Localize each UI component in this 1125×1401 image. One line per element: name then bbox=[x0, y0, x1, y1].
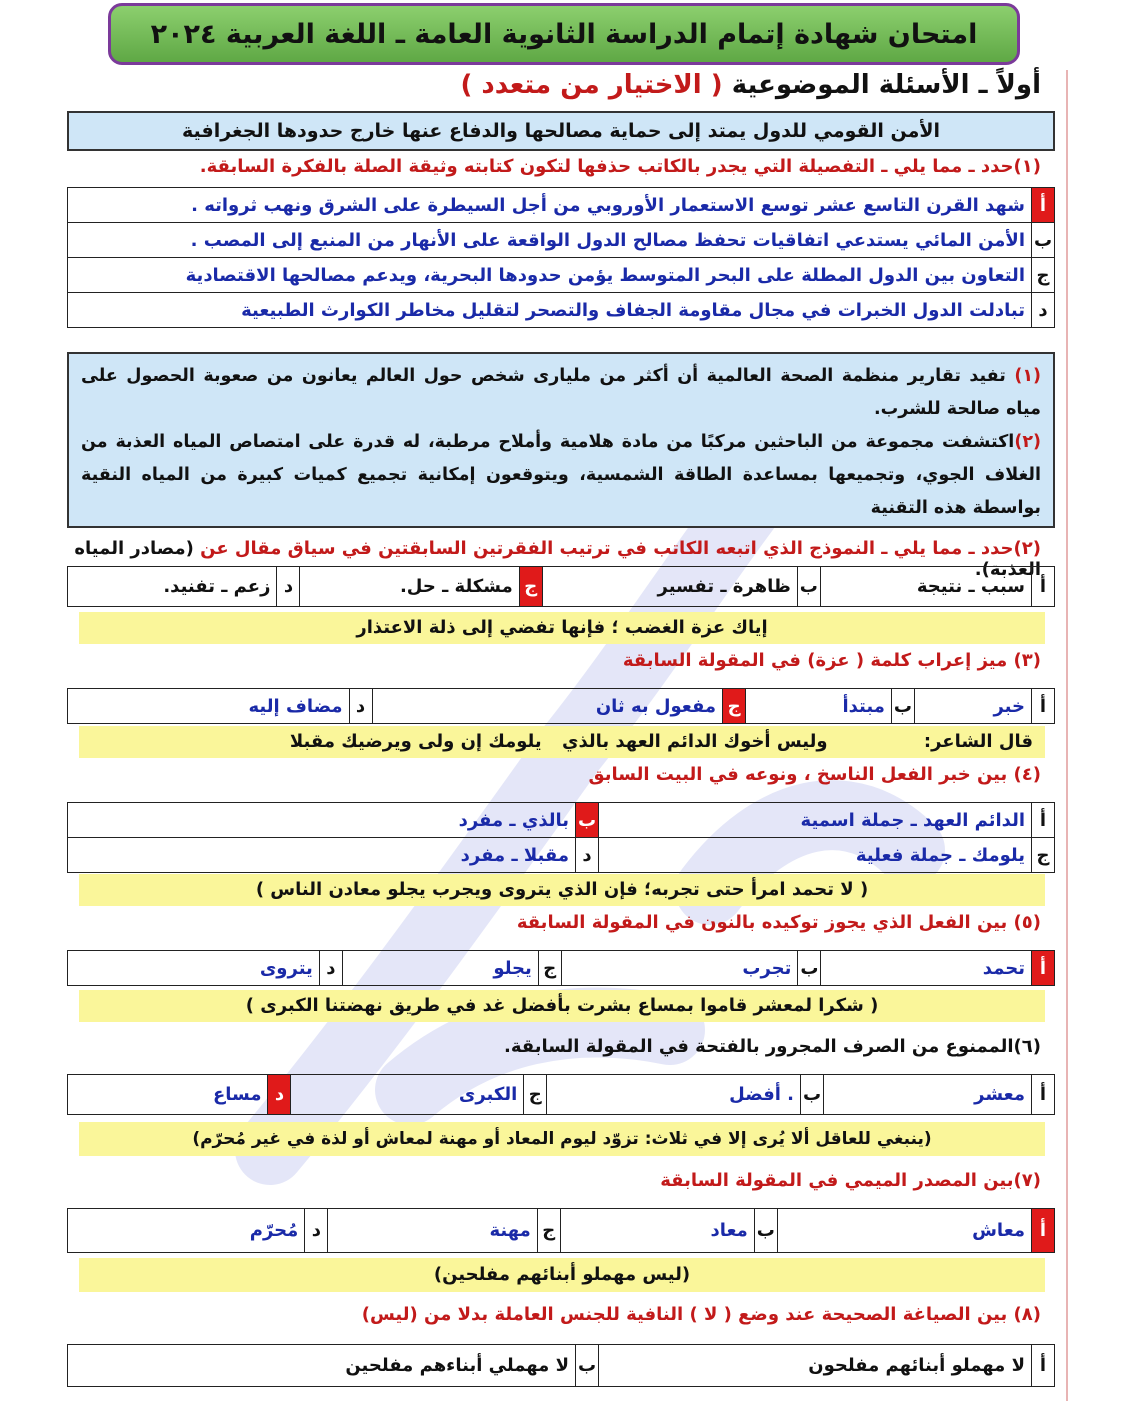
option-text[interactable]: بالذي ـ مفرد bbox=[68, 803, 576, 838]
question-5 bbox=[81, 912, 1041, 933]
option-text[interactable]: تحمد bbox=[821, 951, 1032, 986]
para-2-number: (٢) bbox=[1014, 432, 1041, 452]
para-1-number: (١) bbox=[1014, 366, 1042, 386]
option-letter[interactable]: ج bbox=[524, 1075, 547, 1115]
exam-title: امتحان شهادة إتمام الدراسة الثانوية العامة ـ اللغة العربية ٢٠٢٤ bbox=[150, 18, 978, 50]
section-sub: ( الاختيار من متعدد ) bbox=[460, 70, 723, 100]
option-letter: أ bbox=[1032, 188, 1055, 223]
question-4-text: (٤) بين خبر الفعل الناسخ ، ونوعه في البيت السابق bbox=[588, 764, 1041, 785]
option-text[interactable]: الكبرى bbox=[291, 1075, 524, 1115]
question-3-text: (٣) ميز إعراب كلمة ( عزة) في المقولة السابقة bbox=[622, 650, 1041, 671]
question-3 bbox=[81, 650, 1041, 671]
question-8-text: (٨) بين الصياغة الصحيحة عند وضع ( لا ) النافية للجنس العاملة بدلا من (ليس) bbox=[361, 1304, 1041, 1325]
quote-6 bbox=[79, 990, 1045, 1022]
option-row[interactable] bbox=[68, 223, 1055, 258]
option-text[interactable]: ظاهرة ـ تفسير bbox=[542, 567, 797, 607]
quote-5 bbox=[79, 874, 1045, 906]
option-letter[interactable]: د bbox=[349, 689, 372, 724]
option-letter[interactable]: أ bbox=[1032, 1075, 1055, 1115]
margin-line bbox=[1066, 70, 1068, 1401]
option-text[interactable]: مساع bbox=[68, 1075, 268, 1115]
option-letter: ج bbox=[1032, 258, 1055, 293]
option-text[interactable]: معشر bbox=[824, 1075, 1032, 1115]
option-letter[interactable]: ج bbox=[519, 567, 542, 607]
q3-options bbox=[67, 688, 1055, 724]
option-letter[interactable]: د bbox=[277, 567, 300, 607]
q4-options bbox=[67, 802, 1055, 873]
verse-second-hemistich: يلومك إن ولى ويرضيك مقبلا bbox=[289, 731, 542, 752]
option-text[interactable]: يلومك ـ جملة فعلية bbox=[599, 838, 1032, 873]
section-heading bbox=[460, 70, 1041, 100]
option-text[interactable]: مضاف إليه bbox=[68, 689, 350, 724]
verse-intro: قال الشاعر: bbox=[923, 731, 1033, 752]
option-text[interactable]: معاد bbox=[560, 1209, 754, 1253]
passage-1 bbox=[67, 111, 1055, 151]
option-letter[interactable]: أ bbox=[1032, 803, 1055, 838]
option-text[interactable]: خبر bbox=[914, 689, 1031, 724]
quote-7 bbox=[79, 1122, 1045, 1156]
option-text[interactable]: مقبلا ـ مفرد bbox=[68, 838, 576, 873]
option-text: تبادلت الدول الخبرات في مجال مقاومة الجفاف والتصحر لتقليل مخاطر الكوارث الطبيعية bbox=[68, 293, 1032, 328]
option-text[interactable]: يجلو bbox=[342, 951, 538, 986]
option-text[interactable]: يتروى bbox=[68, 951, 320, 986]
exam-title-banner bbox=[108, 3, 1020, 65]
option-letter: د bbox=[1032, 293, 1055, 328]
quote-3 bbox=[79, 612, 1045, 644]
option-letter[interactable]: ب bbox=[576, 803, 599, 838]
option-letter: ب bbox=[1032, 223, 1055, 258]
para-1-text: تفيد تقارير منظمة الصحة العالمية أن أكثر من مليارى شخص حول العالم يعانون من صعوبة الحصول على مياه صالحة للشرب. bbox=[81, 366, 1041, 419]
option-text[interactable]: مهنة bbox=[328, 1209, 537, 1253]
question-1 bbox=[81, 156, 1041, 177]
quote-3-text: إياك عزة الغضب ؛ فإنها تفضي إلى ذلة الاعتذار bbox=[356, 617, 768, 638]
question-6 bbox=[81, 1036, 1041, 1057]
option-letter[interactable]: أ bbox=[1032, 689, 1055, 724]
question-1-text: (١)حدد ـ مما يلي ـ التفصيلة التي يجدر بالكاتب حذفها لتكون كتابته وثيقة الصلة بالفكرة السابقة. bbox=[199, 156, 1041, 177]
question-2-topic: (مصادر المياه العذبة). bbox=[74, 538, 1041, 580]
option-letter[interactable]: أ bbox=[1032, 1209, 1055, 1253]
quote-8 bbox=[79, 1258, 1045, 1292]
question-6-text: (٦)الممنوع من الصرف المجرور بالفتحة في المقولة السابقة. bbox=[504, 1036, 1041, 1057]
option-letter[interactable]: ب bbox=[801, 1075, 824, 1115]
option-row[interactable] bbox=[68, 258, 1055, 293]
option-letter[interactable]: د bbox=[576, 838, 599, 873]
option-letter[interactable]: د bbox=[319, 951, 342, 986]
option-letter[interactable]: ج bbox=[537, 1209, 560, 1253]
question-5-text: (٥) بين الفعل الذي يجوز توكيده بالنون في المقولة السابقة bbox=[516, 912, 1041, 933]
passage-1-text: الأمن القومي للدول يمتد إلى حماية مصالحها والدفاع عنها خارج حدودها الجغرافية bbox=[182, 120, 940, 142]
option-text: الأمن المائي يستدعي اتفاقيات تحفظ مصالح الدول الواقعة على الأنهار من المنبع إلى المصب . bbox=[68, 223, 1032, 258]
option-text[interactable]: تجرب bbox=[561, 951, 798, 986]
q2-options bbox=[67, 566, 1055, 607]
option-letter[interactable]: أ bbox=[1032, 567, 1055, 607]
verse-first-hemistich: وليس أخوك الدائم العهد بالذي bbox=[561, 731, 828, 752]
q6-options bbox=[67, 1074, 1055, 1115]
question-7 bbox=[81, 1170, 1041, 1191]
option-letter[interactable]: ب bbox=[797, 567, 820, 607]
option-letter[interactable]: ب bbox=[891, 689, 914, 724]
option-text[interactable]: الدائم العهد ـ جملة اسمية bbox=[599, 803, 1032, 838]
option-letter[interactable]: ج bbox=[538, 951, 561, 986]
option-row[interactable] bbox=[68, 293, 1055, 328]
option-text[interactable]: معاش bbox=[777, 1209, 1031, 1253]
option-text[interactable]: سبب ـ نتيجة bbox=[820, 567, 1031, 607]
quote-7-text: (ينبغي للعاقل ألا يُرى إلا في ثلاث: تزوّد ليوم المعاد أو مهنة لمعاش أو لذة في غير مُحرّم) bbox=[192, 1129, 932, 1149]
option-letter[interactable]: ب bbox=[754, 1209, 777, 1253]
option-text: التعاون بين الدول المطلة على البحر المتوسط يؤمن حدودها البحرية، ويدعم مصالحها الاقتصادية bbox=[68, 258, 1032, 293]
passage-2 bbox=[67, 352, 1055, 528]
passage-2-para-1 bbox=[81, 360, 1041, 426]
option-letter[interactable]: ب bbox=[576, 1345, 599, 1387]
option-letter[interactable]: أ bbox=[1032, 1345, 1055, 1387]
quote-8-text: (ليس مهملو أبنائهم مفلحين) bbox=[433, 1264, 691, 1285]
question-8 bbox=[81, 1304, 1041, 1325]
option-text: شهد القرن التاسع عشر توسع الاستعمار الأوروبي من أجل السيطرة على الشرق ونهب ثرواته . bbox=[68, 188, 1032, 223]
para-2-text: اكتشفت مجموعة من الباحثين مركبًا من مادة هلامية وأملاح مرطبة، له قدرة على امتصاص المياه العذبة من الغلاف الجوي، وتجميعها بمساعدة الطاقة الشمسية، ويتوقعون إمكانية تجميع كميات كبيرة من المياه النقية بواسطة هذه التقنية bbox=[81, 432, 1041, 518]
question-2-text: (٢)حدد ـ مما يلي ـ النموذج الذي اتبعه الكاتب في ترتيب الفقرتين السابقتين في سياق مقال عن bbox=[200, 538, 1041, 559]
option-text[interactable]: مُحرّم bbox=[68, 1209, 305, 1253]
option-text[interactable]: مشكلة ـ حل. bbox=[300, 567, 519, 607]
option-letter[interactable]: ب bbox=[798, 951, 821, 986]
option-text[interactable]: مبتدأ bbox=[746, 689, 892, 724]
q1-options bbox=[67, 187, 1055, 328]
option-row[interactable] bbox=[68, 188, 1055, 223]
option-text[interactable]: مفعول به ثان bbox=[372, 689, 723, 724]
option-letter[interactable]: ج bbox=[1032, 838, 1055, 873]
section-label: أولاً ـ الأسئلة الموضوعية bbox=[731, 70, 1041, 100]
option-letter[interactable]: د bbox=[305, 1209, 328, 1253]
verse bbox=[79, 726, 1045, 758]
q7-options bbox=[67, 1208, 1055, 1253]
option-text[interactable]: لا مهملو أبنائهم مفلحون bbox=[599, 1345, 1032, 1387]
option-text[interactable]: . أفضل bbox=[547, 1075, 801, 1115]
option-text[interactable]: زعم ـ تفنيد. bbox=[68, 567, 277, 607]
passage-2-para-2 bbox=[81, 426, 1041, 525]
option-letter[interactable]: د bbox=[268, 1075, 291, 1115]
quote-6-text: ( شكرا لمعشر قاموا بمساع بشرت بأفضل غد في طريق نهضتنا الكبرى ) bbox=[245, 995, 879, 1016]
q8-options bbox=[67, 1344, 1055, 1387]
question-7-text: (٧)بين المصدر الميمي في المقولة السابقة bbox=[660, 1170, 1041, 1191]
quote-5-text: ( لا تحمد امرأ حتى تجربه؛ فإن الذي يتروى ويجرب يجلو معادن الناس ) bbox=[255, 879, 869, 900]
option-text[interactable]: لا مهملي أبناءهم مفلحين bbox=[68, 1345, 576, 1387]
option-letter[interactable]: ج bbox=[723, 689, 746, 724]
q5-options bbox=[67, 950, 1055, 986]
question-4 bbox=[81, 764, 1041, 785]
option-letter[interactable]: أ bbox=[1032, 951, 1055, 986]
